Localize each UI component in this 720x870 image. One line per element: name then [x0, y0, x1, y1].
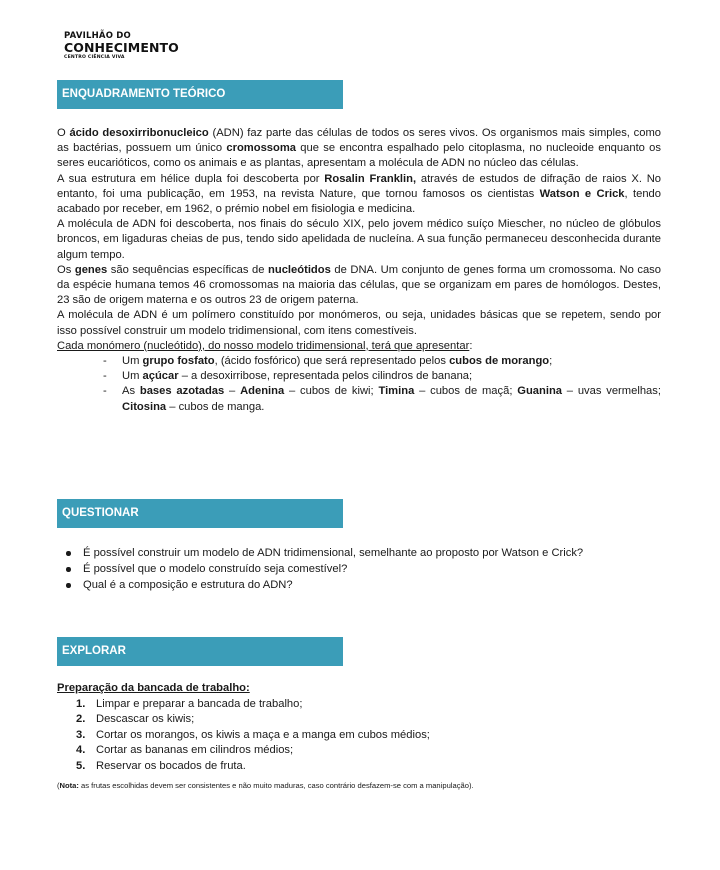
step-item: 3. Cortar os morangos, os kiwis a maça e a manga em cubos médios; [76, 728, 430, 741]
bullet-icon [66, 551, 71, 556]
logo [64, 32, 179, 61]
section-header-explorar: EXPLORAR [57, 637, 343, 666]
step-item: 2. Descascar os kiwis; [76, 713, 195, 726]
paragraph-monomer: Cada monómero (nucleótido), do nosso modelo tridimensional, terá que apresentar: [57, 339, 473, 352]
step-item: 5. Reservar os bocados de fruta. [76, 759, 246, 772]
paragraph-helix: A sua estrutura em hélice dupla foi descoberta por Rosalin Franklin, através de estudos de difração de raios X. No entanto, foi uma publicação, em 1953, na revista Nature, que tornou famosos os cientistas Watson e Crick, tendo acabado por receber, em 1962, o prémio nobel em fisiologia e medicina. [57, 172, 661, 216]
list-item-bases: - As bases azotadas – Adenina – cubos de kiwi; Timina – cubos de maçã; Guanina – uvas vermelhas; Citosina – cubos de manga. [103, 385, 661, 413]
question-item: Qual é a composição e estrutura do ADN? [66, 577, 583, 593]
question-item: É possível que o modelo construído seja comestível? [66, 561, 583, 577]
prep-note: (Nota: as frutas escolhidas devem ser consistentes e não muito maduras, caso contrário desfazem-se com a manipulação). [57, 781, 474, 790]
prep-steps-list [76, 697, 430, 774]
logo-line-2: CONHECIMENTO [64, 39, 179, 55]
step-item: 4. Cortar as bananas em cilindros médios; [76, 744, 294, 757]
list-item-acucar: - Um açúcar – a desoxirribose, representada pelos cilindros de banana; [103, 370, 473, 383]
logo-line-3: CENTRO CIÊNCIA VIVA [64, 55, 125, 60]
question-item: É possível construir um modelo de ADN tridimensional, semelhante ao proposto por Watson e Crick? [66, 545, 583, 561]
paragraph-discovery: A molécula de ADN foi descoberta, nos finais do século XIX, pelo jovem médico suíço Miescher, no núcleo de glóbulos broncos, em ligaduras cheias de pus, tendo sido apelidada de nucleína. A sua função permaneceu desconhecida durante algum tempo. [57, 218, 661, 261]
logo-line-1: PAVILHÃO DO [64, 31, 131, 41]
bullet-icon [66, 567, 71, 572]
list-item-fosfato: - Um grupo fosfato, (ácido fosfórico) que será representado pelos cubos de morango; [103, 355, 553, 368]
prep-title: Preparação da bancada de trabalho: [57, 682, 250, 694]
bullet-icon [66, 583, 71, 588]
enquadramento-body [57, 126, 661, 415]
step-item: 1. Limpar e preparar a bancada de trabalho; [76, 698, 303, 710]
paragraph-adn-intro: O ácido desoxirribonucleico (ADN) faz parte das células de todos os seres vivos. Os organismos mais simples, como as bactérias, possuem um único cromossoma que se encontra espalhado pelo citoplasma, no nucleoide enquanto os seres eucarióticos, como os animais e as plantas, apresentam a molécula de ADN no núcleo das células. [57, 127, 661, 170]
section-header-questionar: QUESTIONAR [57, 499, 343, 528]
paragraph-polymer: A molécula de ADN é um polímero constituído por monómeros, ou seja, unidades básicas que se repetem, sendo por isso possível construir um modelo tridimensional, com itens comestíveis. [57, 309, 661, 337]
section-header-enquadramento: ENQUADRAMENTO TEÓRICO [57, 80, 343, 109]
monomer-components-list [57, 354, 661, 415]
questions-list [66, 545, 583, 593]
paragraph-genes: Os genes são sequências específicas de nucleótidos de DNA. Um conjunto de genes forma um cromossoma. No caso da espécie humana temos 46 cromossomas na maioria das células, que se organizam em pares de homólogos. Destes, 23 são de origem materna e os outros 23 de origem paterna. [57, 263, 661, 307]
